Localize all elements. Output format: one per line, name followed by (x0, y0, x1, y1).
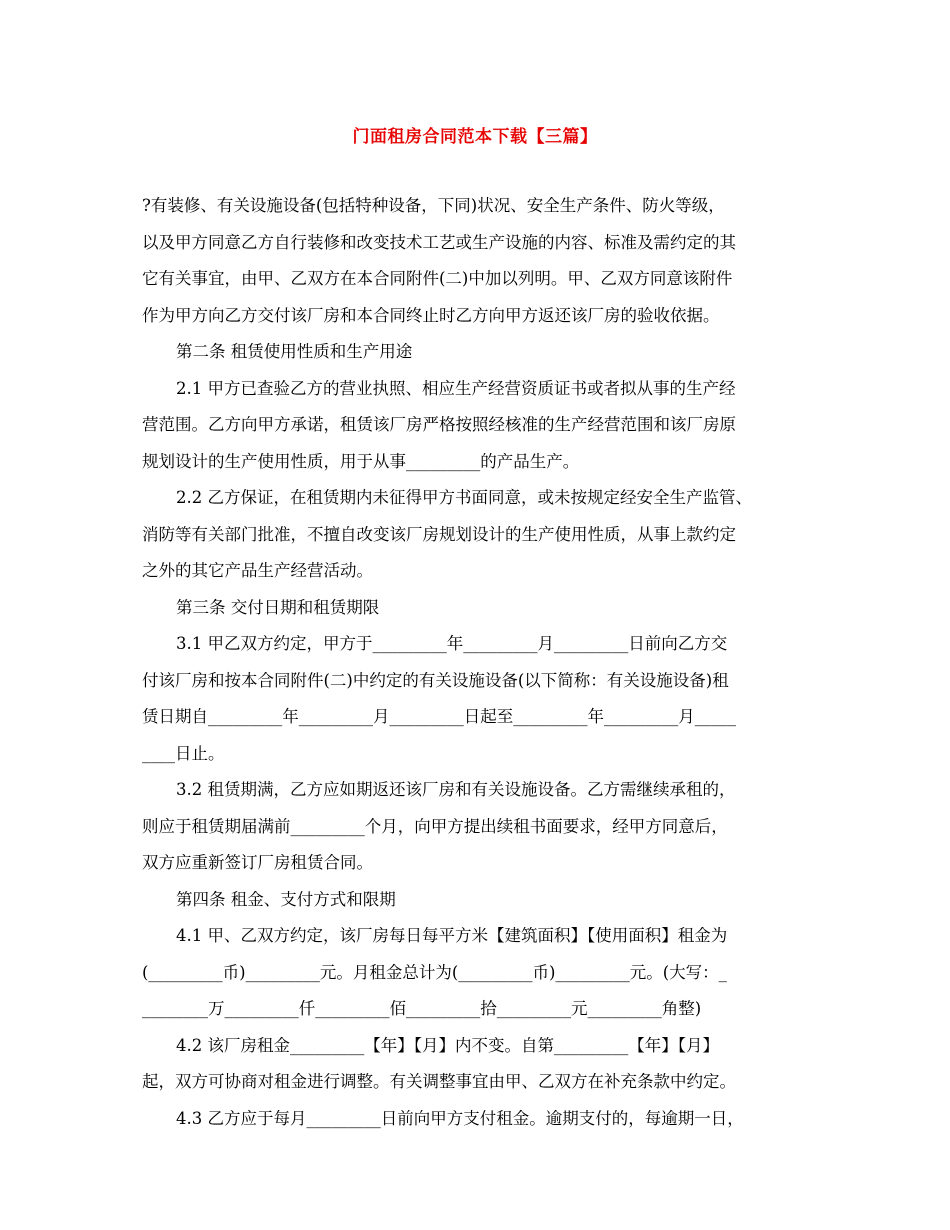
document-body (142, 188, 822, 1137)
document-line: 2.1 甲方已查验乙方的营业执照、相应生产经营资质证书或者拟从事的生产经 (176, 378, 736, 398)
document-line: 以及甲方同意乙方自行装修和改变技术工艺或生产设施的内容、标准及需约定的其 (142, 232, 736, 252)
document-line: (_________币)_________元。月租金总计为(_________币)_________元。(大写：_ (142, 962, 727, 982)
document-line: ____日止。 (142, 743, 225, 763)
document-line: 起，双方可协商对租金进行调整。有关调整事宜由甲、乙双方在补充条款中约定。 (142, 1072, 736, 1091)
document-line: 规划设计的生产使用性质，用于从事_________的产品生产。 (142, 451, 580, 471)
document-line: 作为甲方向乙方交付该厂房和本合同终止时乙方向甲方返还该厂房的验收依据。 (142, 305, 720, 325)
document-line: ?有装修、有关设施设备(包括特种设备，下同)状况、安全生产条件、防火等级， (142, 196, 725, 215)
document-line: 4.2 该厂房租金_________【年】【月】内不变。自第_________【年】【月】 (176, 1035, 719, 1055)
document-line: 第三条 交付日期和租赁期限 (176, 597, 380, 617)
document-line: 之外的其它产品生产经营活动。 (142, 561, 373, 580)
document-line: 4.3 乙方应于每月_________日前向甲方支付租金。逾期支付的，每逾期一日， (176, 1108, 744, 1128)
document-line: 它有关事宜，由甲、乙双方在本合同附件(二)中加以列明。甲、乙双方同意该附件 (142, 269, 733, 288)
document-line: 赁日期自_________年_________月_________日起至_________年_________月_____ (142, 707, 736, 726)
document-line: 消防等有关部门批准，不擅自改变该厂房规划设计的生产使用性质，从事上款约定 (142, 524, 736, 544)
document-line: 双方应重新签订厂房租赁合同。 (142, 853, 373, 872)
document-line: 2.2 乙方保证，在租赁期内未征得甲方书面同意，或未按规定经安全生产监管、 (176, 488, 752, 507)
document-line: 3.2 租赁期满，乙方应如期返还该厂房和有关设施设备。乙方需继续承租的， (176, 780, 736, 799)
document-line: 营范围。乙方向甲方承诺，租赁该厂房严格按照经核准的生产经营范围和该厂房原 (142, 415, 736, 434)
document-line: 付该厂房和按本合同附件(二)中约定的有关设施设备(以下简称：有关设施设备)租 (142, 670, 729, 690)
document-line: ________万_________仟_________佰_________拾_________元_________角整) (142, 999, 702, 1018)
document-line: 3.1 甲乙双方约定，甲方于_________年_________月_________日前向乙方交 (176, 634, 728, 653)
document-line: 4.1 甲、乙双方约定，该厂房每日每平方米【建筑面积】【使用面积】租金为 (176, 926, 728, 945)
document-line: 第四条 租金、支付方式和限期 (176, 889, 396, 909)
document-line: 第二条 租赁使用性质和生产用途 (176, 342, 413, 361)
document-line: 则应于租赁期届满前_________个月，向甲方提出续租书面要求，经甲方同意后， (142, 816, 728, 836)
document-title: 门面租房合同范本下载【三篇】 (352, 127, 598, 147)
